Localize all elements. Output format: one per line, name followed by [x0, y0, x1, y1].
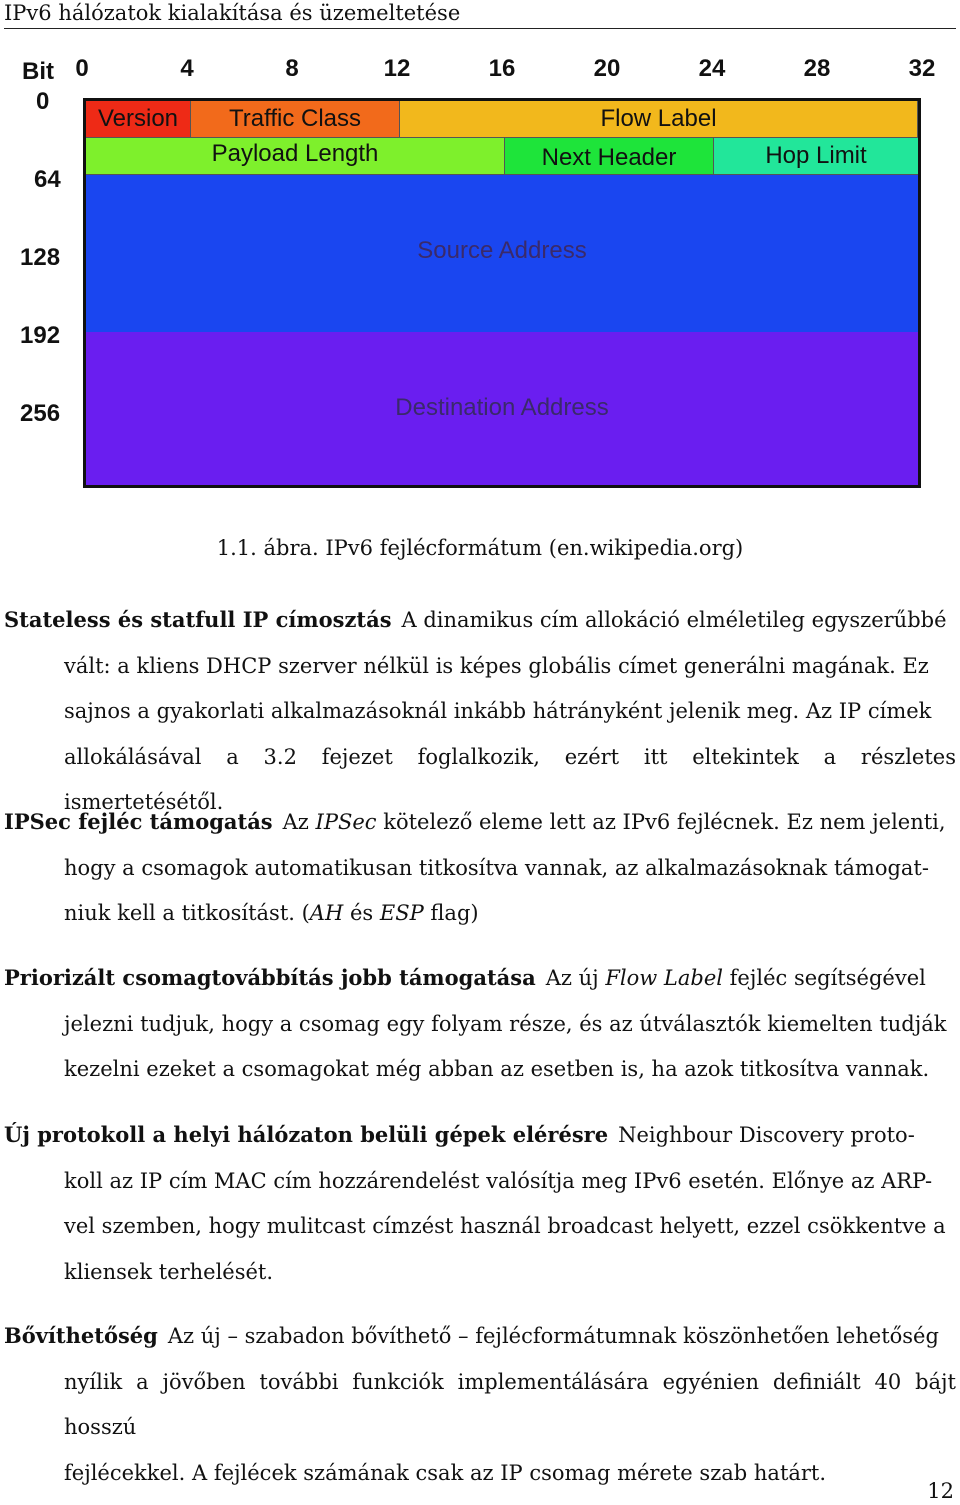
section-ipsec-term: IPSec fejléc támogatás	[4, 809, 273, 834]
section-ipsec	[4, 799, 956, 937]
section-ipsec-emphasis: IPSec	[315, 810, 377, 834]
section-stateless-line-4: allokálásával a 3.2 fejezet foglalkozik, ezért itt eltekintek a részletes ismertetésétől.	[64, 744, 956, 814]
section-neighbour-line-3: vel szemben, hogy mulitcast címzést használ broadcast helyett, ezzel csökkentve a	[64, 1214, 946, 1238]
section-ipsec-line-3	[4, 891, 956, 937]
page-number: 12	[927, 1479, 954, 1503]
bit-column-0: 0	[75, 55, 89, 82]
bit-column-28: 28	[803, 55, 831, 82]
row-offset-128: 128	[20, 244, 61, 271]
field-hop-limit	[714, 138, 918, 175]
section-ipsec-text: Az	[282, 810, 309, 834]
section-neighbour-line-4: kliensek terhelését.	[64, 1259, 274, 1284]
field-version-label: Version	[97, 105, 179, 132]
field-version	[86, 101, 191, 138]
section-ipsec-text: niuk kell a titkosítást. (	[64, 901, 310, 925]
section-stateless-line-2: vált: a kliens DHCP szerver nélkül is képes globális címet generálni magának. Ez	[64, 653, 929, 678]
ipv6-header-figure	[0, 40, 960, 560]
row-offset-256: 256	[20, 400, 61, 427]
bit-column-8: 8	[285, 55, 299, 82]
bit-axis-label: Bit	[22, 58, 54, 85]
running-header	[4, 0, 956, 29]
section-ipsec-text: és	[349, 901, 374, 925]
field-next-header	[505, 138, 714, 175]
section-stateless-line-1: A dinamikus cím allokáció elméletileg egyszerűbbé	[401, 608, 947, 632]
field-source-address-label: Source Address	[417, 237, 587, 264]
field-hop-limit-label: Hop Limit	[765, 142, 867, 169]
bit-column-20: 20	[593, 55, 621, 82]
section-extensibility-term: Bővíthetőség	[4, 1323, 158, 1348]
section-ipsec-line-2: hogy a csomagok automatikusan titkosítva vannak, az alkalmazásoknak támogat-	[64, 855, 929, 880]
section-ipsec-text: flag)	[430, 901, 479, 925]
section-extensibility-line-1: Az új – szabadon bővíthető – fejlécformátumnak köszönhetően lehetőség	[167, 1324, 939, 1348]
running-title: IPv6 hálózatok kialakítása és üzemeltetése	[4, 1, 461, 25]
section-extensibility-line-3: fejlécekkel. A fejlécek számának csak az IP csomag mérete szab határt.	[64, 1460, 827, 1485]
section-priority	[4, 955, 956, 1093]
field-destination-address-label: Destination Address	[395, 394, 609, 421]
bit-column-32: 32	[908, 55, 936, 82]
section-priority-emphasis: Flow Label	[605, 966, 723, 990]
section-priority-text: fejléc segítségével	[729, 966, 926, 990]
section-neighbour-line-2: koll az IP cím MAC cím hozzárendelést valósítja meg IPv6 esetén. Előnye az ARP-	[64, 1168, 933, 1193]
section-neighbour-discovery	[4, 1112, 956, 1295]
field-payload-length	[86, 138, 505, 175]
section-neighbour-line-1: Neighbour Discovery proto-	[618, 1123, 915, 1147]
section-stateless	[4, 597, 956, 826]
section-stateless-line-3: sajnos a gyakorlati alkalmazásoknál inkább hátrányként jelenik meg. Az IP címek	[64, 699, 932, 723]
field-flow-label	[400, 101, 918, 138]
field-traffic-class-label: Traffic Class	[228, 105, 362, 132]
field-traffic-class	[191, 101, 400, 138]
bit-column-4: 4	[180, 55, 194, 82]
section-extensibility	[4, 1313, 956, 1496]
figure-caption: 1.1. ábra. IPv6 fejlécformátum (en.wikipedia.org)	[216, 536, 744, 560]
field-flow-label-label: Flow Label	[600, 105, 717, 132]
section-stateless-term: Stateless és statfull IP címosztás	[4, 607, 392, 632]
section-priority-term: Priorizált csomagtovábbítás jobb támogatása	[4, 965, 536, 990]
section-ipsec-emphasis: ESP	[379, 901, 424, 925]
bit-column-24: 24	[698, 55, 726, 82]
field-next-header-label: Next Header	[541, 144, 677, 171]
section-priority-line-3: kezelni ezeket a csomagokat még abban az esetben is, ha azok titkosítva vannak.	[64, 1057, 930, 1081]
field-destination-address	[86, 332, 918, 485]
section-ipsec-text: kötelező eleme lett az IPv6 fejlécnek. Ez nem jelenti,	[383, 810, 946, 834]
bit-column-16: 16	[488, 55, 516, 82]
section-priority-line-2: jelezni tudjuk, hogy a csomag egy folyam része, és az útválasztók kiemelten tudják	[64, 1011, 947, 1036]
bit-column-12: 12	[383, 55, 411, 82]
section-ipsec-emphasis: AH	[309, 901, 344, 925]
field-source-address	[86, 175, 918, 332]
section-extensibility-line-2: nyílik a jövőben további funkciók implementálására egyénien definiált 40 bájt hosszú	[64, 1369, 956, 1439]
row-offset-0: 0	[36, 88, 50, 115]
row-offset-64: 64	[34, 166, 61, 193]
section-priority-text: Az új	[545, 966, 599, 990]
section-neighbour-term: Új protokoll a helyi hálózaton belüli gépek elérésre	[4, 1122, 609, 1147]
header-diagram-frame	[83, 98, 921, 488]
row-offset-192: 192	[20, 322, 61, 349]
field-payload-length-label: Payload Length	[211, 140, 379, 167]
